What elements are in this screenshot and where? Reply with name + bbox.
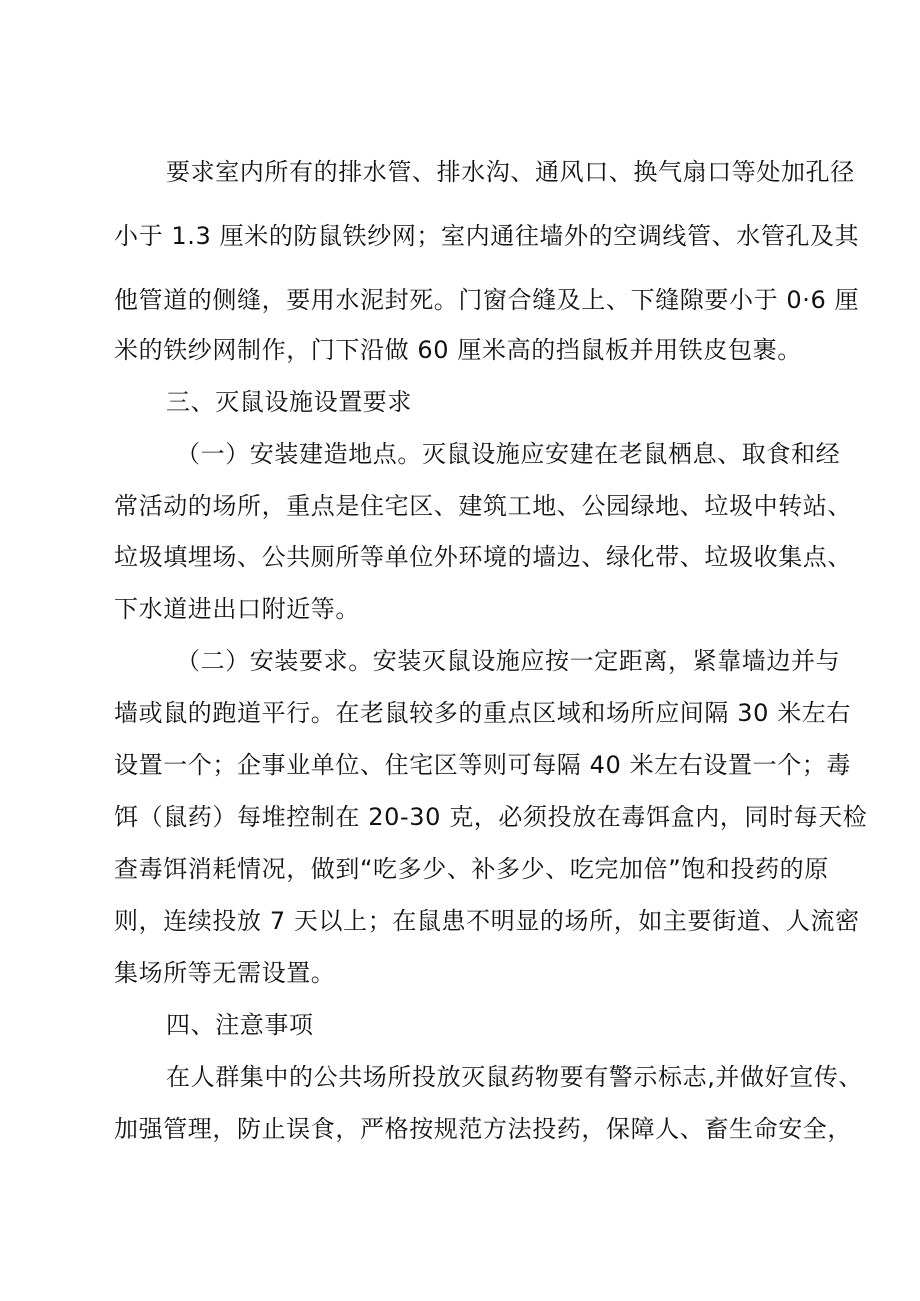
paragraph-line: 米的铁纱网制作，门下沿做 60 厘米高的挡鼠板并用铁皮包裹。: [114, 336, 802, 364]
paragraph-line: 垃圾填埋场、公共厕所等单位外环境的墙边、绿化带、垃圾收集点、: [114, 543, 852, 571]
section-heading: 四、注意事项: [166, 1011, 314, 1039]
paragraph-line: 要求室内所有的排水管、排水沟、通风口、换气扇口等处加孔径: [166, 158, 855, 186]
paragraph-line: （二）安装要求。安装灭鼠设施应按一定距离，紧靠墙边并与: [176, 647, 841, 675]
paragraph-line: 则，连续投放 7 天以上；在鼠患不明显的场所，如主要街道、人流密: [114, 907, 860, 935]
section-heading: 三、灭鼠设施设置要求: [166, 388, 412, 416]
paragraph-line: 他管道的侧缝，要用水泥封死。门窗合缝及上、下缝隙要小于 0·6 厘: [114, 286, 860, 314]
paragraph-line: 设置一个；企事业单位、住宅区等则可每隔 40 米左右设置一个；毒: [114, 751, 851, 779]
paragraph-line: 加强管理，防止误食，严格按规范方法投药，保障人、畜生命安全，: [114, 1115, 852, 1143]
paragraph-line: 集场所等无需设置。: [114, 959, 336, 987]
paragraph-line: （一）安装建造地点。灭鼠设施应安建在老鼠栖息、取食和经: [176, 440, 841, 468]
paragraph-line: 常活动的场所，重点是住宅区、建筑工地、公园绿地、垃圾中转站、: [114, 492, 852, 520]
paragraph-line: 在人群集中的公共场所投放灭鼠药物要有警示标志,并做好宣传、: [166, 1063, 864, 1091]
paragraph-line: 下水道进出口附近等。: [114, 595, 360, 623]
paragraph-line: 饵（鼠药）每堆控制在 20-30 克，必须投放在毒饵盒内，同时每天检: [114, 803, 868, 831]
paragraph-line: 小于 1.3 厘米的防鼠铁纱网；室内通往墙外的空调线管、水管孔及其: [114, 222, 860, 250]
paragraph-line: 查毒饵消耗情况，做到“吃多少、补多少、吃完加倍”饱和投药的原: [114, 855, 829, 883]
paragraph-line: 墙或鼠的跑道平行。在老鼠较多的重点区域和场所应间隔 30 米左右: [114, 699, 851, 727]
